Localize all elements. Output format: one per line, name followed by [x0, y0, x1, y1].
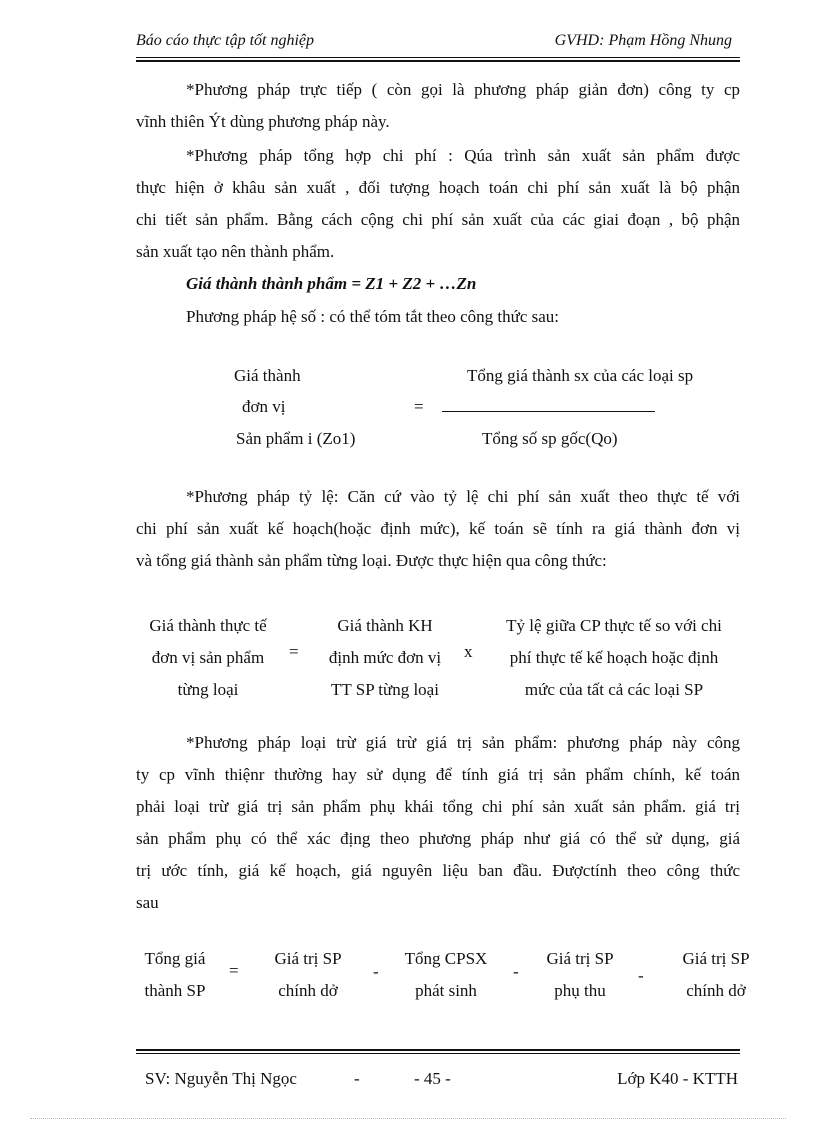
formula3-col1-line2: đơn vị sản phẩm	[151, 648, 265, 667]
formula4-term1-line1: Tổng giá	[144, 949, 206, 968]
formula3-col2	[316, 610, 454, 706]
para5-line6: sau	[136, 893, 159, 912]
para1-line2: vĩnh thiên Ýt dùng phương pháp này.	[136, 112, 390, 131]
para2-line1: *Phương pháp tổng hợp chi phí : Qúa trình sản xuất sản phẩm được	[186, 146, 740, 165]
formula2-fraction-bar	[442, 411, 655, 412]
formula4-term2	[262, 943, 354, 1007]
para2-line3: chi tiết sản phẩm. Bằng cách cộng chi phí sản xuất của các giai đoạn , bộ phận	[136, 210, 740, 229]
formula1-expr: = Z1 + Z2 + …Zn	[347, 274, 477, 293]
para5-line3: phải loại trừ giá trị sản phẩm phụ khái tổng chi phí sản xuất sản phẩm. giá trị	[136, 797, 740, 816]
formula4-term3-line2: phát sinh	[415, 981, 477, 1000]
formula3-col3	[486, 610, 742, 706]
formula3-col3-line2: phí thực tế kế hoạch hoặc định	[509, 648, 719, 667]
formula3-col1	[136, 610, 280, 706]
formula4-term2-line1: Giá trị SP	[274, 949, 342, 968]
para5-line5: trị ước tính, giá kế hoạch, giá nguyên liệu ban đầu. Đượctính theo công thức	[136, 861, 740, 880]
formula4-term4-line2: phụ thu	[554, 981, 606, 1000]
formula1-label: Giá thành thành phẩm	[186, 274, 348, 293]
para4-line1: *Phương pháp tỷ lệ: Căn cứ vào tỷ lệ chi phí sản xuất theo thực tế với	[186, 487, 740, 506]
header-supervisor: GVHD: Phạm Hồng Nhung	[554, 32, 732, 49]
formula4-term5	[670, 943, 762, 1007]
header-title: Báo cáo thực tập tốt nghiệp	[136, 32, 315, 49]
para4-line3: và tổng giá thành sản phẩm từng loại. Được thực hiện qua công thức:	[136, 551, 607, 570]
para5-line2: ty cp vĩnh thiệnr thường hay sử dụng để tính giá trị sản phẩm chính, kế toán	[136, 765, 740, 784]
formula4-term4-line1: Giá trị SP	[546, 949, 614, 968]
para5-line4: sản phẩm phụ có thể xác địng theo phương pháp như giá có thể sử dụng, giá	[136, 829, 740, 848]
formula3-col2-line2: định mức đơn vị	[328, 648, 442, 667]
footer-dash: -	[354, 1069, 360, 1088]
formula-finished-product-cost	[186, 274, 476, 294]
formula2-left1: Giá thành	[234, 366, 301, 385]
header-rule-top	[136, 57, 740, 58]
para2-line2: thực hiện ở khâu sản xuất , đối tượng hoạch toán chi phí sản xuất là bộ phận	[136, 178, 740, 197]
formula4-term1-line2: thành SP	[144, 981, 206, 1000]
footer-class: Lớp K40 - KTTH	[617, 1069, 738, 1088]
formula3-col1-line3: từng loại	[177, 680, 239, 699]
formula4-term5-line1: Giá trị SP	[682, 949, 750, 968]
formula4-op-minus-2: -	[513, 962, 519, 981]
footer-rule-top	[136, 1049, 740, 1051]
formula3-times: x	[464, 642, 473, 661]
footer-student: SV: Nguyễn Thị Ngọc	[145, 1069, 297, 1088]
formula3-col3-line1: Tỷ lệ giữa CP thực tế so với chi	[506, 616, 722, 635]
header-rule-bottom	[136, 60, 740, 62]
formula2-left2: đơn vị	[242, 397, 286, 416]
formula2-denominator: Tổng số sp gốc(Qo)	[482, 429, 618, 448]
formula2-equals: =	[414, 397, 424, 416]
para4-line2: chi phí sản xuất kế hoạch(hoặc định mức), kế toán sẽ tính ra giá thành đơn vị	[136, 519, 740, 538]
para5-line1: *Phương pháp loại trừ giá trừ giá trị sản phẩm: phương pháp này công	[186, 733, 740, 752]
formula4-op-minus-3: -	[638, 966, 644, 985]
formula4-op-minus-1: -	[373, 962, 379, 981]
formula4-op-equals: =	[229, 961, 239, 980]
formula3-col3-line3: mức của tất cả các loại SP	[524, 680, 704, 699]
formula3-col2-line1: Giá thành KH	[337, 616, 433, 635]
formula2-numerator: Tổng giá thành sx của các loại sp	[467, 366, 694, 385]
formula2-left3: Sản phẩm i (Zo1)	[236, 429, 356, 448]
formula4-term2-line2: chính dở	[278, 981, 338, 1000]
formula3-equals: =	[289, 642, 299, 661]
formula4-term5-line2: chính dở	[686, 981, 746, 1000]
footer-page-number: - 45 -	[414, 1069, 451, 1088]
formula3-col1-line1: Giá thành thực tế	[149, 616, 267, 635]
formula4-term3	[393, 943, 499, 1007]
footer-rule-bottom	[136, 1053, 740, 1054]
page-edge-dotted-line	[30, 1118, 786, 1119]
para1-line1: *Phương pháp trực tiếp ( còn gọi là phương pháp giản đơn) công ty cp	[186, 80, 740, 99]
formula3-col2-line3: TT SP từng loại	[331, 680, 439, 699]
formula4-term3-line1: Tổng CPSX	[404, 949, 488, 968]
formula4-term1	[136, 943, 214, 1007]
para2-line4: sản xuất tạo nên thành phẩm.	[136, 242, 335, 261]
para3-coefficient-method: Phương pháp hệ số : có thể tóm tắt theo công thức sau:	[186, 307, 560, 326]
formula4-term4	[535, 943, 625, 1007]
